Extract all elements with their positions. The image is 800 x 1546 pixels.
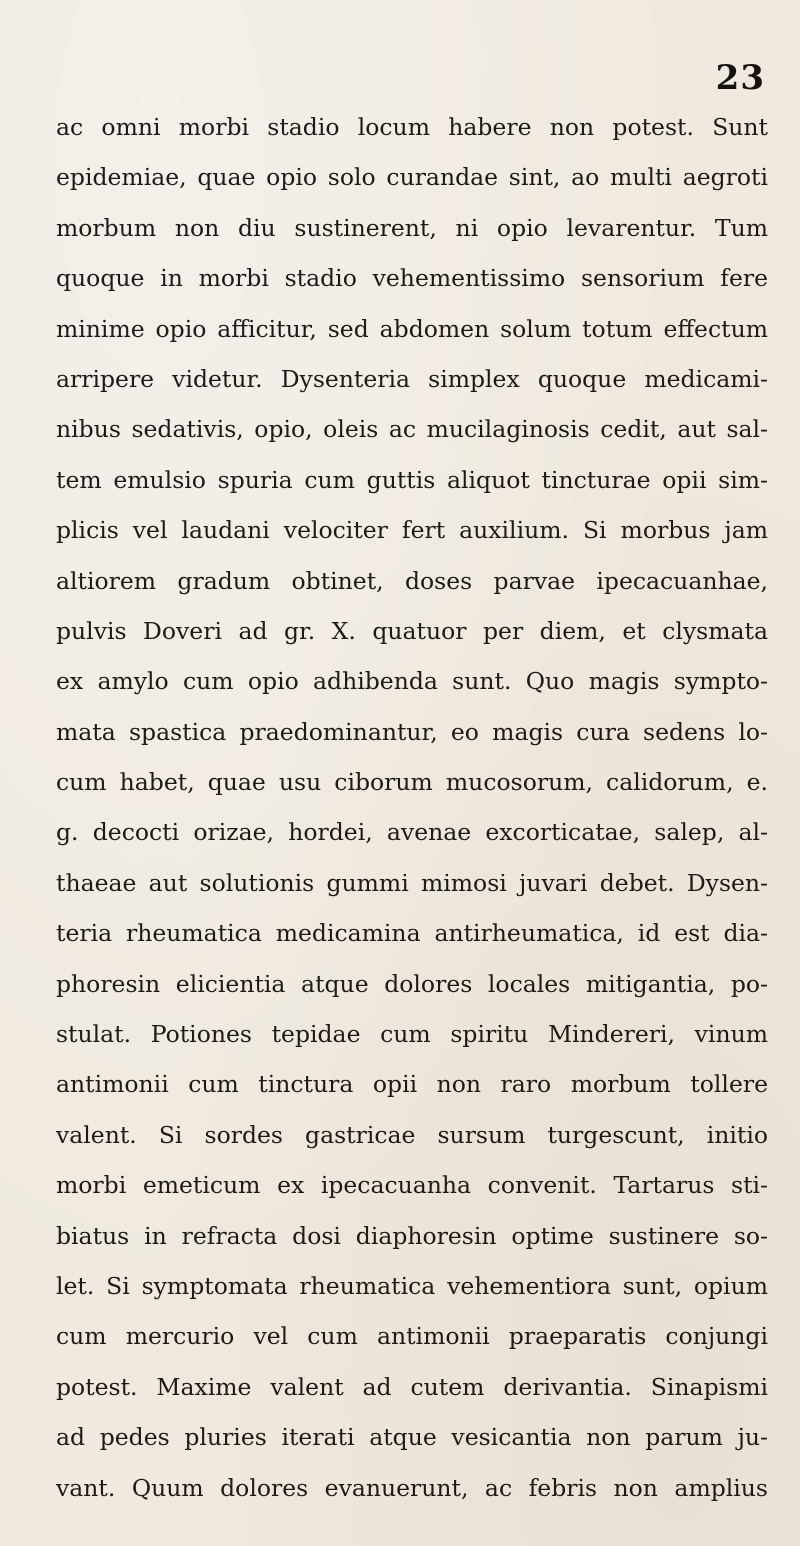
text-line: pulvis Doveri ad gr. X. quatuor per diem, et clysmata xyxy=(56,616,768,645)
text-line: altiorem gradum obtinet, doses parvae ipecacuanhae, xyxy=(56,566,768,595)
text-line: potest. Maxime valent ad cutem derivantia. Sinapismi xyxy=(56,1372,768,1401)
text-line: cum habet, quae usu ciborum mucosorum, calidorum, e. xyxy=(56,768,768,797)
text-line: cum mercurio vel cum antimonii praeparatis conjungi xyxy=(56,1322,768,1351)
text-line: mata spastica praedominantur, eo magis cura sedens lo- xyxy=(56,717,768,746)
text-line: biatus in refracta dosi diaphoresin optime sustinere so- xyxy=(56,1221,768,1250)
text-line: ad pedes pluries iterati atque vesicantia non parum ju- xyxy=(56,1423,768,1452)
text-line: quoque in morbi stadio vehementissimo sensorium fere xyxy=(56,264,768,293)
text-line: tem emulsio spuria cum guttis aliquot tincturae opii sim- xyxy=(56,465,768,494)
text-line: thaeae aut solutionis gummi mimosi juvari debet. Dysen- xyxy=(56,868,768,897)
text-line: valent. Si sordes gastricae sursum turgescunt, initio xyxy=(56,1120,768,1149)
text-line: teria rheumatica medicamina antirheumatica, id est dia- xyxy=(56,919,768,948)
text-line: morbum non diu sustinerent, ni opio levarentur. Tum xyxy=(56,213,768,242)
text-line: ac omni morbi stadio locum habere non potest. Sunt xyxy=(56,113,768,141)
text-line: minime opio afficitur, sed abdomen solum totum effectum xyxy=(56,314,768,343)
text-line: let. Si symptomata rheumatica vehementiora sunt, opium xyxy=(56,1271,768,1300)
text-line: nibus sedativis, opio, oleis ac mucilaginosis cedit, aut sal- xyxy=(56,415,768,444)
text-line: stulat. Potiones tepidae cum spiritu Mindereri, vinum xyxy=(56,1020,768,1049)
text-line: antimonii cum tinctura opii non raro morbum tollere xyxy=(56,1070,768,1099)
text-line: arripere videtur. Dysenteria simplex quoque medicami- xyxy=(56,364,768,393)
text-line: plicis vel laudani velociter fert auxilium. Si morbus jam xyxy=(56,516,768,545)
text-line: epidemiae, quae opio solo curandae sint, ao multi aegroti xyxy=(56,163,768,192)
page-number: 23 xyxy=(715,58,765,98)
text-line: vant. Quum dolores evanuerunt, ac febris non amplius xyxy=(56,1473,768,1502)
text-line: morbi emeticum ex ipecacuanha convenit. Tartarus sti- xyxy=(56,1171,768,1200)
text-line: phoresin elicientia atque dolores locales mitigantia, po- xyxy=(56,969,768,998)
text-line: ex amylo cum opio adhibenda sunt. Quo magis sympto- xyxy=(56,667,768,696)
text-line: g. decocti orizae, hordei, avenae excorticatae, salep, al- xyxy=(56,818,768,847)
body-text xyxy=(56,102,768,1513)
